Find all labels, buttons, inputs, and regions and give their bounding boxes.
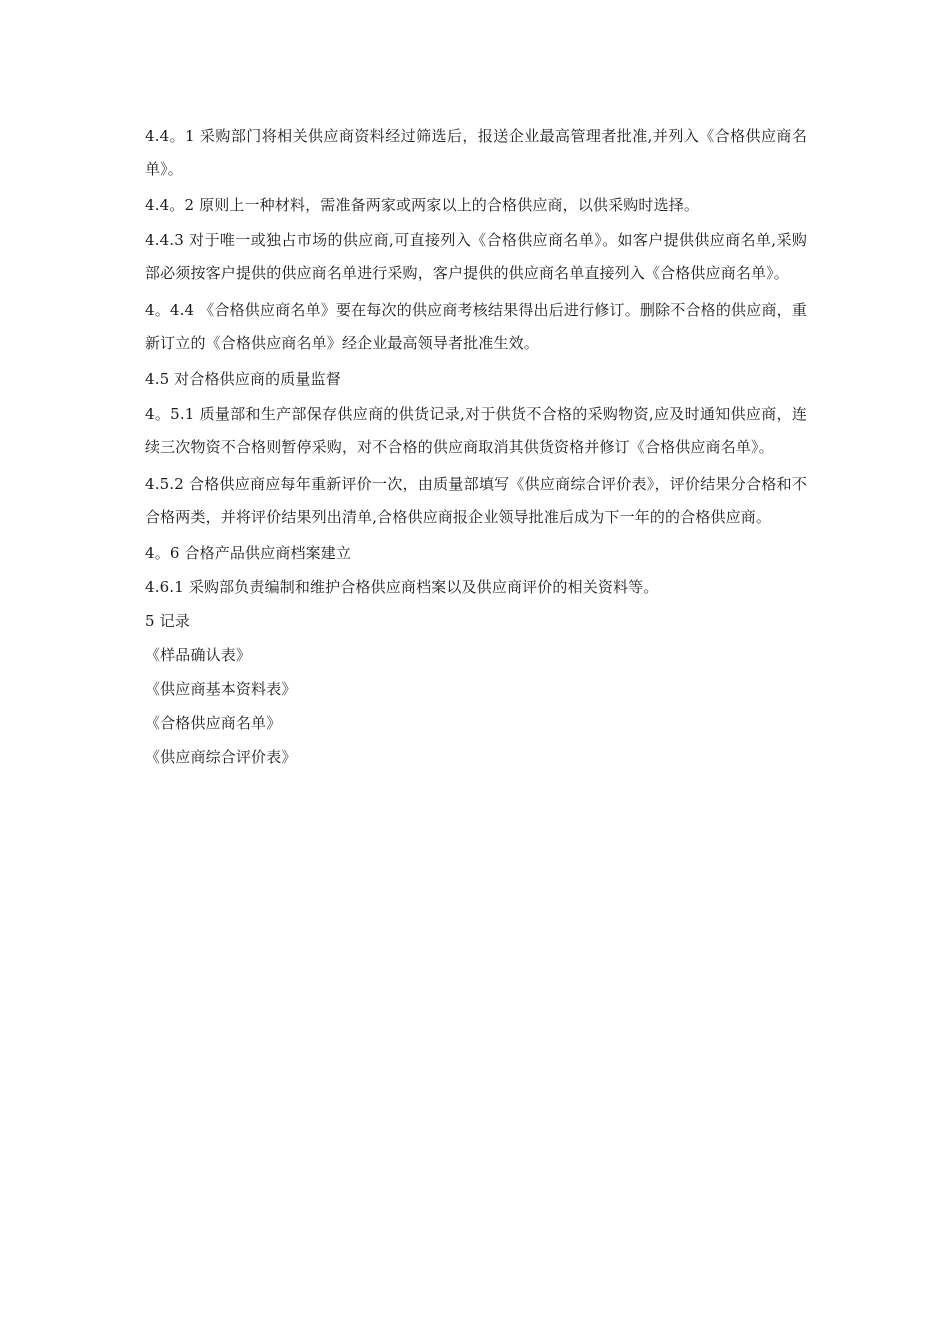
section-heading-5-records: 5 记录 [145, 612, 190, 630]
paragraph-4-4-4: 4。4.4 《合格供应商名单》要在每次的供应商考核结果得出后进行修订。删除不合格的供应商，重新订立的《合格供应商名单》经企业最高领导者批准生效。 [145, 301, 807, 352]
paragraph-4-4-1: 4.4。1 采购部门将相关供应商资料经过筛选后，报送企业最高管理者批准,并列入《合格供应商名单》。 [145, 127, 807, 178]
paragraph-4-6-1: 4.6.1 采购部负责编制和维护合格供应商档案以及供应商评价的相关资料等。 [145, 578, 659, 596]
paragraph-4-4-3: 4.4.3 对于唯一或独占市场的供应商,可直接列入《合格供应商名单》。如客户提供供应商名单,采购部必须按客户提供的供应商名单进行采购，客户提供的供应商名单直接列入《合格供应商名单》。 [145, 231, 807, 282]
paragraph-4-4-2: 4.4。2 原则上一种材料，需准备两家或两家以上的合格供应商，以供采购时选择。 [145, 196, 700, 214]
section-heading-4-6: 4。6 合格产品供应商档案建立 [145, 544, 352, 562]
document-page [145, 120, 807, 776]
record-item: 《样品确认表》 [145, 646, 252, 664]
paragraph-4-5-1: 4。5.1 质量部和生产部保存供应商的供货记录,对于供货不合格的采购物资,应及时通知供应商，连续三次物资不合格则暂停采购，对不合格的供应商取消其供货资格并修订《合格供应商名单》。 [145, 405, 807, 456]
paragraph-4-5-2: 4.5.2 合格供应商应每年重新评价一次，由质量部填写《供应商综合评价表》，评价结果分合格和不合格两类，并将评价结果列出清单,合格供应商报企业领导批准后成为下一年的的合格供应商。 [145, 475, 807, 526]
record-item: 《供应商综合评价表》 [145, 748, 297, 766]
section-heading-4-5: 4.5 对合格供应商的质量监督 [145, 370, 341, 388]
record-item: 《合格供应商名单》 [145, 714, 282, 732]
record-item: 《供应商基本资料表》 [145, 680, 297, 698]
